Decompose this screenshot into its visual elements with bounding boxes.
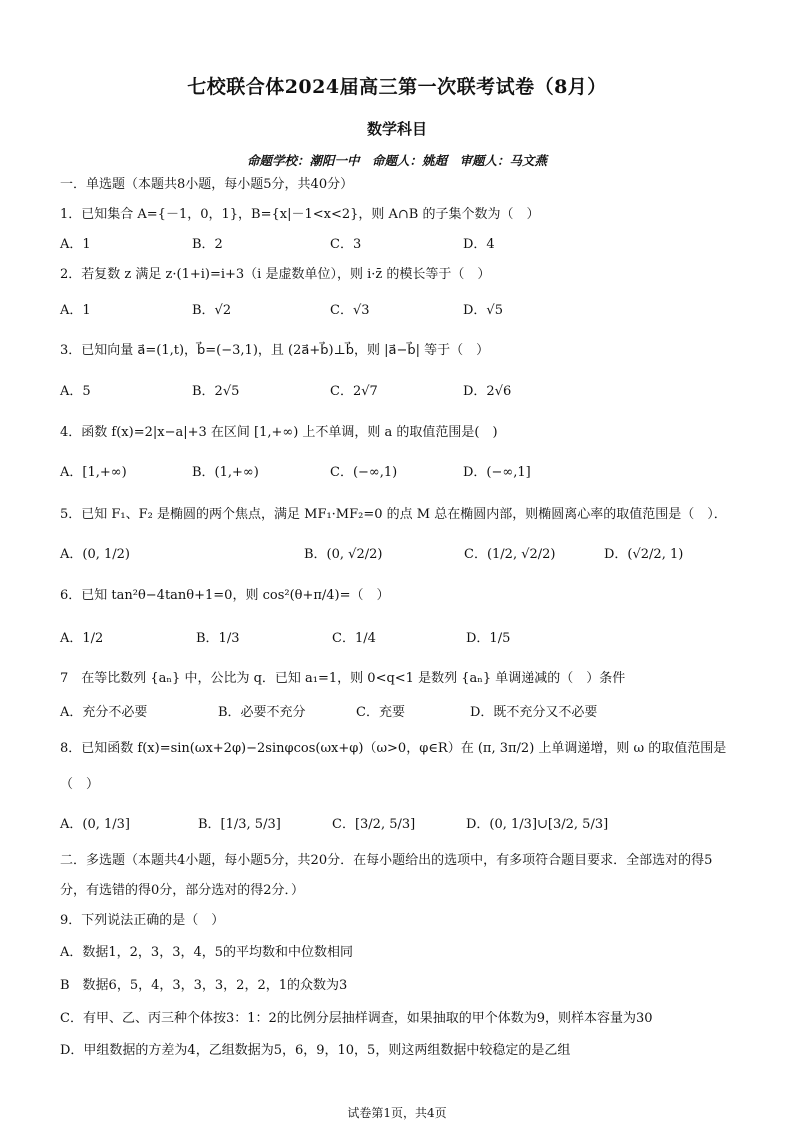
q9-option-b: B 数据6，5，4，3，3，3，2，2，1的众数为3 (60, 978, 348, 993)
q8-stem: 8．已知函数 f(x)=sin(ωx+2φ)−2sinφcos(ωx+φ)（ω>0，φ∈R）在 (π, 3π/2) 上单调递增，则 ω 的取值范围是 (60, 741, 727, 756)
q8-option-a: A．(0, 1/3] (60, 817, 130, 832)
q2-option-c: C．√3 (330, 303, 370, 318)
q1-option-b: B．2 (192, 237, 223, 252)
q4-stem: 4．函数 f(x)=2|x−a|+3 在区间 [1,+∞) 上不单调，则 a 的取值范围是( ) (60, 425, 498, 440)
q6-option-c: C．1/4 (332, 631, 376, 646)
q9-stem: 9．下列说法正确的是（ ） (60, 913, 225, 928)
q5-option-c: C．(1/2, √2/2) (464, 547, 556, 562)
q8-stem-continued: （ ） (60, 777, 100, 792)
q8-option-d: D．(0, 1/3]∪[3/2, 5/3] (466, 817, 609, 832)
q3-option-b: B．2√5 (192, 384, 240, 399)
q7-option-d: D．既不充分又不必要 (470, 705, 598, 720)
q6-option-b: B．1/3 (196, 631, 240, 646)
q1-option-a: A．1 (60, 237, 91, 252)
q3-option-c: C．2√7 (330, 384, 378, 399)
q4-option-a: A．[1,+∞) (60, 465, 127, 480)
q1-option-c: C．3 (330, 237, 362, 252)
q4-option-c: C．(−∞,1) (330, 465, 398, 480)
q1-stem: 1．已知集合 A={－1，0，1}，B={x|－1<x<2}，则 A∩B 的子集个数为（ ） (60, 207, 540, 222)
q4-option-d: D．(−∞,1] (463, 465, 531, 480)
subject-title: 数学科目 (366, 120, 427, 138)
q5-option-d: D．(√2/2, 1) (604, 547, 684, 562)
q7-option-a: A．充分不必要 (60, 705, 148, 720)
exam-title: 七校联合体2024届高三第一次联考试卷（8月） (187, 76, 607, 98)
q6-option-d: D．1/5 (466, 631, 511, 646)
q3-option-d: D．2√6 (463, 384, 512, 399)
section1-heading: 一．单选题（本题共8小题，每小题5分，共40分） (60, 177, 354, 192)
page-footer: 试卷第1页，共4页 (347, 1106, 447, 1120)
q5-option-b: B．(0, √2/2) (304, 547, 383, 562)
q2-option-d: D．√5 (463, 303, 503, 318)
q8-option-c: C．[3/2, 5/3] (332, 817, 416, 832)
q6-stem: 6．已知 tan²θ−4tanθ+1=0，则 cos²(θ+π/4)=（ ） (60, 588, 390, 603)
q7-option-b: B．必要不充分 (218, 705, 306, 720)
q8-option-b: B．[1/3, 5/3] (198, 817, 281, 832)
q5-option-a: A．(0, 1/2) (60, 547, 130, 562)
q9-option-d: D．甲组数据的方差为4，乙组数据为5，6，9，10，5，则这两组数据中较稳定的是乙组 (60, 1043, 571, 1058)
q9-option-c: C．有甲、乙、丙三种个体按3：1：2的比例分层抽样调查，如果抽取的甲个体数为9，则样本容量为30 (60, 1011, 653, 1026)
q2-stem: 2．若复数 z 满足 z·(1+i)=i+3（i 是虚数单位），则 i·z̄ 的模长等于（ ） (60, 267, 491, 282)
q7-option-c: C．充要 (356, 705, 405, 720)
q3-stem: 3．已知向量 a⃗=(1,t)，b⃗=(−3,1)，且 (2a⃗+b⃗)⊥b⃗，则 |a⃗−b⃗| 等于（ ） (60, 343, 490, 358)
section2-heading-continued: 分，有选错的得0分，部分选对的得2分．） (60, 883, 305, 898)
q7-stem: 7 在等比数列 {aₙ} 中，公比为 q．已知 a₁=1，则 0<q<1 是数列 {aₙ} 单调递减的（ ）条件 (60, 671, 626, 686)
q6-option-a: A．1/2 (60, 631, 104, 646)
q2-option-b: B．√2 (192, 303, 232, 318)
author-info: 命题学校：潮阳一中 命题人：姚超 审题人：马文燕 (246, 153, 547, 168)
q4-option-b: B．(1,+∞) (192, 465, 259, 480)
q5-stem: 5．已知 F₁、F₂ 是椭圆的两个焦点，满足 MF₁·MF₂=0 的点 M 总在椭圆内部，则椭圆离心率的取值范围是（ ）． (60, 507, 727, 522)
section2-heading: 二．多选题（本题共4小题，每小题5分，共20分．在每小题给出的选项中，有多项符合题目要求．全部选对的得5 (60, 853, 713, 868)
q1-option-d: D．4 (463, 237, 495, 252)
q3-option-a: A．5 (60, 384, 91, 399)
q2-option-a: A．1 (60, 303, 91, 318)
q9-option-a: A．数据1，2，3，3，4，5的平均数和中位数相同 (60, 945, 354, 960)
